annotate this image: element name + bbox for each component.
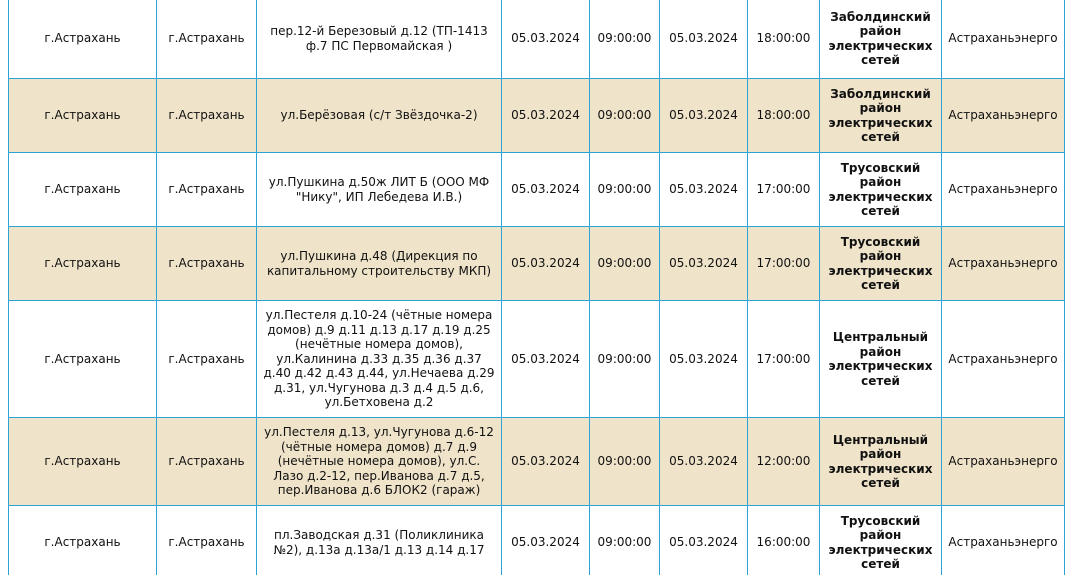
settlement-cell: г.Астрахань [157, 506, 257, 575]
address-cell: ул.Пушкина д.48 (Дирекция по капитальному строительству МКП) [257, 227, 502, 301]
start-time-cell: 09:00:00 [590, 227, 660, 301]
table-row [9, 79, 1065, 153]
start-time-cell: 09:00:00 [590, 0, 660, 79]
address-cell: ул.Берёзовая (с/т Звёздочка-2) [257, 79, 502, 153]
end-date-cell: 05.03.2024 [660, 301, 748, 418]
company-cell: Астраханьэнерго [942, 227, 1065, 301]
start-date-cell: 05.03.2024 [502, 0, 590, 79]
start-time-cell: 09:00:00 [590, 418, 660, 506]
table-row [9, 153, 1065, 227]
end-date-cell: 05.03.2024 [660, 418, 748, 506]
end-date-cell: 05.03.2024 [660, 227, 748, 301]
municipality-cell: г.Астрахань [9, 153, 157, 227]
company-cell: Астраханьэнерго [942, 153, 1065, 227]
district-cell: Трусовский район электрических сетей [820, 153, 942, 227]
end-date-cell: 05.03.2024 [660, 79, 748, 153]
start-date-cell: 05.03.2024 [502, 227, 590, 301]
municipality-cell: г.Астрахань [9, 227, 157, 301]
settlement-cell: г.Астрахань [157, 301, 257, 418]
start-date-cell: 05.03.2024 [502, 153, 590, 227]
start-time-cell: 09:00:00 [590, 79, 660, 153]
end-date-cell: 05.03.2024 [660, 0, 748, 79]
company-cell: Астраханьэнерго [942, 0, 1065, 79]
address-cell: пл.Заводская д.31 (Поликлиника №2), д.13а д.13а/1 д.13 д.14 д.17 [257, 506, 502, 575]
municipality-cell: г.Астрахань [9, 79, 157, 153]
address-cell: ул.Пушкина д.50ж ЛИТ Б (ООО МФ "Нику", ИП Лебедева И.В.) [257, 153, 502, 227]
district-cell: Центральный район электрических сетей [820, 418, 942, 506]
company-cell: Астраханьэнерго [942, 418, 1065, 506]
start-date-cell: 05.03.2024 [502, 506, 590, 575]
outage-schedule-table [8, 0, 1065, 575]
address-cell: пер.12-й Березовый д.12 (ТП-1413 ф.7 ПС Первомайская ) [257, 0, 502, 79]
start-date-cell: 05.03.2024 [502, 301, 590, 418]
district-cell: Заболдинский район электрических сетей [820, 0, 942, 79]
municipality-cell: г.Астрахань [9, 506, 157, 575]
start-date-cell: 05.03.2024 [502, 79, 590, 153]
end-time-cell: 17:00:00 [748, 301, 820, 418]
table-row [9, 506, 1065, 575]
settlement-cell: г.Астрахань [157, 153, 257, 227]
end-time-cell: 18:00:00 [748, 79, 820, 153]
settlement-cell: г.Астрахань [157, 418, 257, 506]
start-time-cell: 09:00:00 [590, 506, 660, 575]
municipality-cell: г.Астрахань [9, 301, 157, 418]
end-date-cell: 05.03.2024 [660, 506, 748, 575]
settlement-cell: г.Астрахань [157, 227, 257, 301]
address-cell: ул.Пестеля д.13, ул.Чугунова д.6-12 (чётные номера домов) д.7 д.9 (нечётные номера домов), ул.С. Лазо д.2-12, пер.Иванова д.7 д.5, пер.Иванова д.6 БЛОК2 (гараж) [257, 418, 502, 506]
district-cell: Трусовский район электрических сетей [820, 506, 942, 575]
municipality-cell: г.Астрахань [9, 0, 157, 79]
district-cell: Заболдинский район электрических сетей [820, 79, 942, 153]
company-cell: Астраханьэнерго [942, 301, 1065, 418]
table-row [9, 0, 1065, 79]
company-cell: Астраханьэнерго [942, 79, 1065, 153]
settlement-cell: г.Астрахань [157, 79, 257, 153]
address-cell: ул.Пестеля д.10-24 (чётные номера домов) д.9 д.11 д.13 д.17 д.19 д.25 (нечётные номера домов), ул.Калинина д.33 д.35 д.36 д.37 д.40 д.42 д.43 д.44, ул.Нечаева д.29 д.31, ул.Чугунова д.3 д.4 д.5 д.6, ул.Бетховена д.2 [257, 301, 502, 418]
end-time-cell: 18:00:00 [748, 0, 820, 79]
start-date-cell: 05.03.2024 [502, 418, 590, 506]
start-time-cell: 09:00:00 [590, 301, 660, 418]
start-time-cell: 09:00:00 [590, 153, 660, 227]
table-row [9, 227, 1065, 301]
end-time-cell: 16:00:00 [748, 506, 820, 575]
company-cell: Астраханьэнерго [942, 506, 1065, 575]
end-time-cell: 17:00:00 [748, 227, 820, 301]
end-date-cell: 05.03.2024 [660, 153, 748, 227]
table-row [9, 418, 1065, 506]
end-time-cell: 17:00:00 [748, 153, 820, 227]
municipality-cell: г.Астрахань [9, 418, 157, 506]
district-cell: Центральный район электрических сетей [820, 301, 942, 418]
settlement-cell: г.Астрахань [157, 0, 257, 79]
district-cell: Трусовский район электрических сетей [820, 227, 942, 301]
end-time-cell: 12:00:00 [748, 418, 820, 506]
table-row [9, 301, 1065, 418]
